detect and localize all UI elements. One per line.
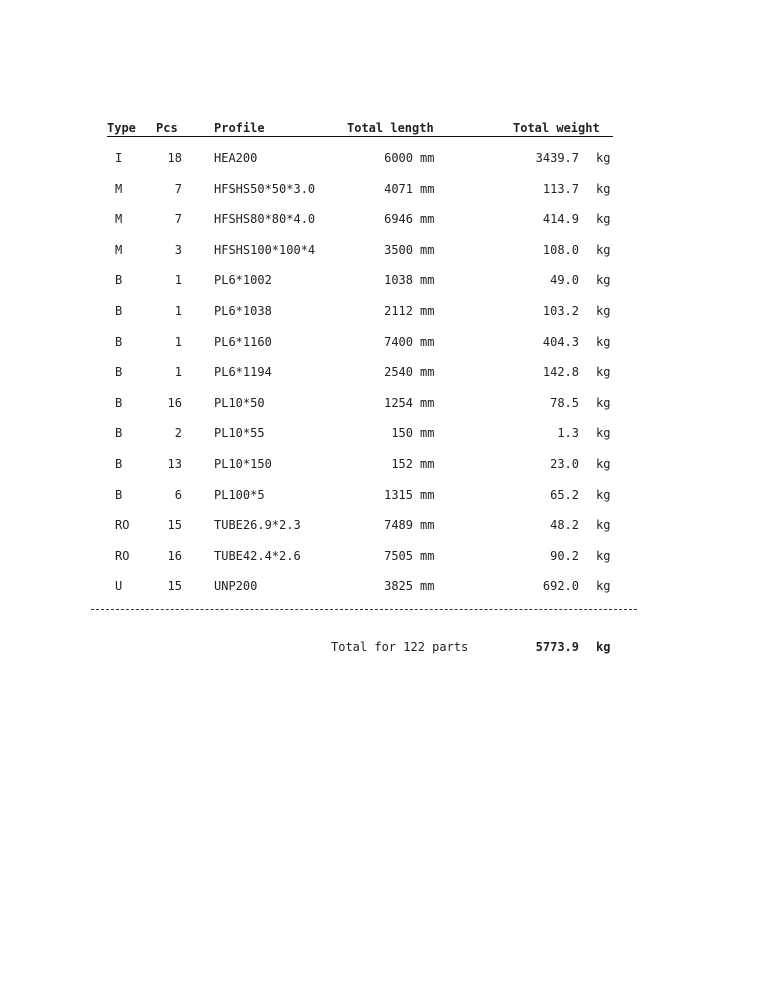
cell-type: RO <box>115 518 130 533</box>
table-row <box>0 488 768 519</box>
cell-length: 6946 <box>384 212 413 227</box>
cell-length-unit: mm <box>420 548 435 563</box>
cell-weight: 414.9 <box>542 212 579 227</box>
cell-length: 6000 <box>384 151 413 165</box>
cell-length: 2540 <box>384 365 413 380</box>
cell-weight: 404.3 <box>542 334 579 349</box>
total-label: Total for 122 parts <box>331 640 469 654</box>
cell-type: I <box>115 151 123 165</box>
cell-type: M <box>115 181 123 196</box>
cell-length: 152 <box>391 456 413 471</box>
cell-length: 1315 <box>384 487 413 502</box>
cell-length-unit: mm <box>420 151 435 165</box>
table-row <box>0 518 768 549</box>
cell-weight: 23.0 <box>550 456 579 471</box>
cell-type: RO <box>115 548 130 563</box>
table-row <box>0 457 768 488</box>
table-row <box>0 365 768 396</box>
cell-profile: PL6*1194 <box>214 365 272 380</box>
cell-type: M <box>115 212 123 227</box>
total-weight-unit: kg <box>596 640 611 654</box>
cell-length: 4071 <box>384 181 413 196</box>
cell-type: B <box>115 456 123 471</box>
cell-weight: 142.8 <box>542 365 579 380</box>
cell-length-unit: mm <box>420 212 435 227</box>
cell-length-unit: mm <box>420 273 435 288</box>
cell-weight-unit: kg <box>596 518 611 533</box>
header-total-weight: Total weight <box>513 121 600 135</box>
cell-weight: 49.0 <box>550 273 579 288</box>
total-separator <box>91 609 637 610</box>
cell-type: B <box>115 395 123 410</box>
cell-profile: PL6*1002 <box>214 273 272 288</box>
cell-length-unit: mm <box>420 334 435 349</box>
cell-profile: PL10*150 <box>214 456 272 471</box>
cell-pcs: 7 <box>174 212 182 227</box>
cell-pcs: 13 <box>167 456 182 471</box>
cell-profile: PL6*1160 <box>214 334 272 349</box>
cell-type: B <box>115 273 123 288</box>
cell-pcs: 6 <box>174 487 182 502</box>
cell-pcs: 7 <box>174 181 182 196</box>
total-weight-value: 5773.9 <box>535 640 579 654</box>
cell-pcs: 2 <box>174 426 182 441</box>
table-row <box>0 304 768 335</box>
table-row <box>0 182 768 213</box>
table-row <box>0 273 768 304</box>
cell-weight: 48.2 <box>550 518 579 533</box>
cell-weight-unit: kg <box>596 334 611 349</box>
cell-profile: PL100*5 <box>214 487 265 502</box>
cell-length-unit: mm <box>420 518 435 533</box>
cell-length: 7505 <box>384 548 413 563</box>
cell-weight-unit: kg <box>596 303 611 318</box>
cell-type: U <box>115 579 123 594</box>
table-row <box>0 579 768 610</box>
cell-pcs: 1 <box>174 365 182 380</box>
cell-weight-unit: kg <box>596 273 611 288</box>
cell-weight: 1.3 <box>557 426 579 441</box>
cell-weight: 103.2 <box>542 303 579 318</box>
header-type: Type <box>107 121 136 135</box>
cell-length-unit: mm <box>420 487 435 502</box>
cell-profile: TUBE26.9*2.3 <box>214 518 301 533</box>
cell-pcs: 1 <box>174 273 182 288</box>
cell-length: 7400 <box>384 334 413 349</box>
cell-length: 150 <box>391 426 413 441</box>
cell-profile: HFSHS100*100*4 <box>214 242 316 257</box>
cell-length-unit: mm <box>420 395 435 410</box>
header-pcs: Pcs <box>156 121 178 135</box>
cell-pcs: 15 <box>167 579 182 594</box>
cell-length-unit: mm <box>420 181 435 196</box>
cell-weight-unit: kg <box>596 579 611 594</box>
cell-weight: 108.0 <box>542 242 579 257</box>
parts-table-body <box>0 151 768 610</box>
cell-weight-unit: kg <box>596 181 611 196</box>
cell-profile: PL10*55 <box>214 426 265 441</box>
cell-weight-unit: kg <box>596 365 611 380</box>
table-row <box>0 335 768 366</box>
cell-weight-unit: kg <box>596 456 611 471</box>
cell-length-unit: mm <box>420 426 435 441</box>
cell-type: M <box>115 242 123 257</box>
table-row <box>0 212 768 243</box>
cell-pcs: 16 <box>167 395 182 410</box>
cell-pcs: 1 <box>174 303 182 318</box>
header-profile: Profile <box>214 121 265 135</box>
cell-pcs: 1 <box>174 334 182 349</box>
cell-weight-unit: kg <box>596 426 611 441</box>
cell-type: B <box>115 426 123 441</box>
cell-length-unit: mm <box>420 365 435 380</box>
cell-weight-unit: kg <box>596 151 611 165</box>
header-underline <box>107 136 613 137</box>
cell-profile: HFSHS80*80*4.0 <box>214 212 316 227</box>
cell-profile: TUBE42.4*2.6 <box>214 548 301 563</box>
table-row <box>0 151 768 182</box>
cell-weight: 113.7 <box>542 181 579 196</box>
table-row <box>0 426 768 457</box>
cell-length-unit: mm <box>420 579 435 594</box>
cell-profile: PL6*1038 <box>214 303 272 318</box>
cell-length: 1038 <box>384 273 413 288</box>
cell-profile: HEA200 <box>214 151 258 165</box>
cell-weight-unit: kg <box>596 395 611 410</box>
cell-weight-unit: kg <box>596 212 611 227</box>
cell-length: 7489 <box>384 518 413 533</box>
cell-weight: 78.5 <box>550 395 579 410</box>
header-total-length: Total length <box>347 121 434 135</box>
cell-weight-unit: kg <box>596 487 611 502</box>
cell-profile: PL10*50 <box>214 395 265 410</box>
cell-length-unit: mm <box>420 456 435 471</box>
cell-weight-unit: kg <box>596 548 611 563</box>
table-row <box>0 549 768 580</box>
cell-length-unit: mm <box>420 303 435 318</box>
cell-type: B <box>115 487 123 502</box>
cell-pcs: 3 <box>174 242 182 257</box>
cell-type: B <box>115 365 123 380</box>
cell-type: B <box>115 303 123 318</box>
cell-length: 1254 <box>384 395 413 410</box>
cell-length: 2112 <box>384 303 413 318</box>
cell-weight: 90.2 <box>550 548 579 563</box>
cell-length: 3825 <box>384 579 413 594</box>
cell-weight-unit: kg <box>596 242 611 257</box>
cell-length: 3500 <box>384 242 413 257</box>
cell-profile: UNP200 <box>214 579 258 594</box>
table-row <box>0 243 768 274</box>
cell-pcs: 18 <box>167 151 182 165</box>
cell-pcs: 15 <box>167 518 182 533</box>
cell-profile: HFSHS50*50*3.0 <box>214 181 316 196</box>
cell-length-unit: mm <box>420 242 435 257</box>
table-row <box>0 396 768 427</box>
cell-type: B <box>115 334 123 349</box>
cell-weight: 65.2 <box>550 487 579 502</box>
cell-pcs: 16 <box>167 548 182 563</box>
cell-weight: 3439.7 <box>535 151 579 165</box>
cell-weight: 692.0 <box>542 579 579 594</box>
